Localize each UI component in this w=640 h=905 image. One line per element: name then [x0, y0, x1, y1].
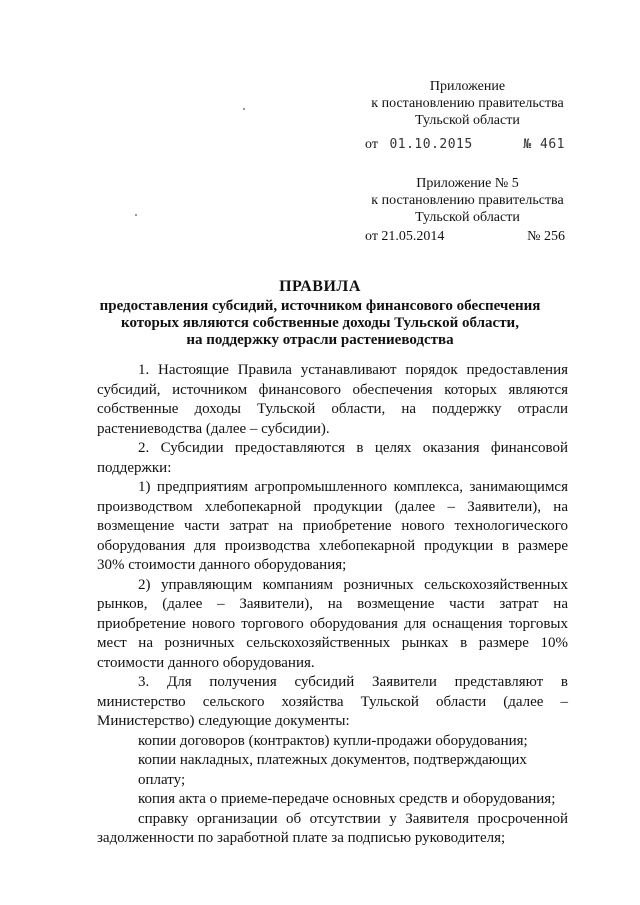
attachment-subtitle: к постановлению правительства [371, 96, 564, 111]
list-item: копии накладных, платежных документов, подтверждающих оплату; [138, 752, 527, 788]
attachment-date: от 21.05.2014 [365, 229, 445, 244]
number-stamp: № 461 [523, 137, 565, 152]
scan-speck [243, 108, 245, 110]
paragraph: 1. Настоящие Правила устанавливают порядок предоставления субсидий, источником финансового обеспечения которых являются собственные доходы Тульской области, на поддержку отрасли растениеводства (далее – субсидии). [97, 362, 568, 437]
paragraph: 1) предприятиям агропромышленного комплекса, занимающимся производством хлебопекарной продукции (далее – Заявители), на возмещение части затрат на приобретение нового технологического оборудования для производства хлебопекарной продукции в размере 30% стоимости данного оборудования; [97, 479, 568, 573]
attachment-number: № 256 [527, 229, 565, 244]
attachment-region: Тульской области [415, 113, 520, 128]
list-item: копия акта о приеме-передаче основных средств и оборудования; [138, 791, 556, 807]
date-prefix: от [365, 137, 378, 152]
title-line: предоставления субсидий, источником финансового обеспечения [99, 298, 541, 314]
document-title: ПРАВИЛА [279, 278, 361, 295]
scan-speck [135, 214, 137, 216]
paragraph: справку организации об отсутствии у Заявителя просроченной задолженности по заработной плате за подписью руководителя; [97, 810, 568, 846]
attachment-title: Приложение [429, 79, 506, 94]
attachment-region: Тульской области [415, 210, 520, 225]
paragraph: 2. Субсидии предоставляются в целях оказания финансовой поддержки: [97, 440, 568, 476]
attachment-header-1 [365, 78, 570, 129]
document-title-block [60, 278, 580, 349]
paragraph: 2) управляющим компаниям розничных сельскохозяйственных рынков, (далее – Заявители), на возмещение части затрат на приобретение нового торгового оборудования для оснащения торговых мест на розничных сельскохозяйственных рынках в размере 10% стоимости данного оборудования. [97, 576, 568, 671]
date-stamp: 01.10.2015 [389, 137, 473, 152]
attachment-title: Приложение № 5 [416, 176, 519, 191]
title-line: которых являются собственные доходы Тульской области, [121, 315, 519, 331]
attachment-header-2 [365, 175, 570, 226]
list-item: копии договоров (контрактов) купли-продажи оборудования; [138, 732, 528, 749]
attachment-subtitle: к постановлению правительства [371, 193, 564, 208]
document-body [97, 361, 568, 849]
paragraph: 3. Для получения субсидий Заявители представляют в министерство сельского хозяйства Тульской области (далее – Министерство) следующие документы: [97, 674, 568, 729]
title-line: на поддержку отрасли растениеводства [186, 332, 454, 348]
